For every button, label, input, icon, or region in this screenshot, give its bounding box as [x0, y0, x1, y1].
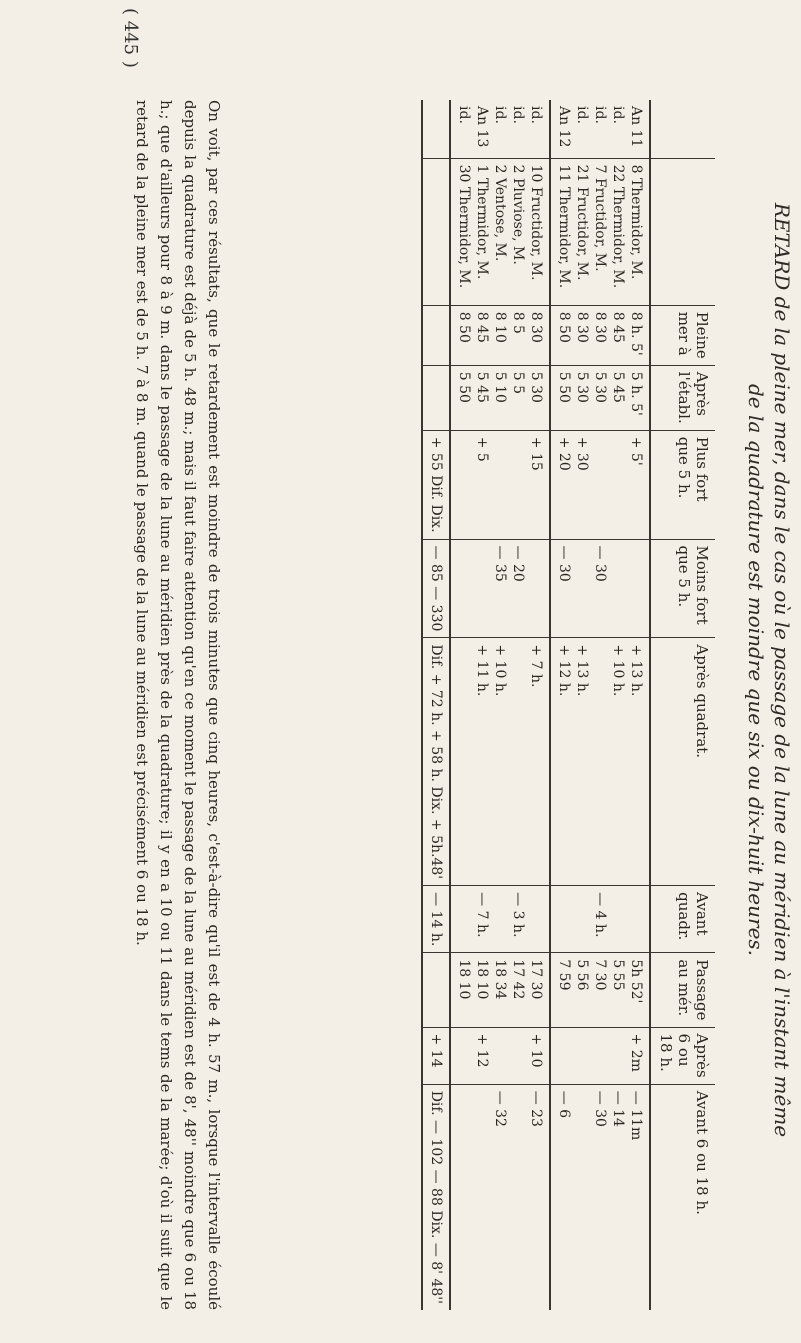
cell-value: + 30	[574, 436, 590, 471]
cell-value: + 13 h.	[574, 644, 590, 697]
cell-value	[427, 106, 445, 152]
page-title	[743, 30, 795, 1310]
table-cell	[450, 1027, 550, 1084]
column-header: Passage au mér.	[650, 953, 715, 1027]
cell-value	[509, 1091, 527, 1304]
cell-value: Dif. — 102 — 88 Dix. — 8' 48''	[428, 1090, 444, 1304]
cell-value	[591, 644, 609, 879]
cell-value: 5 45	[474, 371, 490, 403]
cell-value: 22 Thermidor, M.	[610, 164, 626, 289]
cell-value: — 14	[610, 1090, 626, 1127]
cell-value	[427, 372, 445, 424]
cell-value	[455, 546, 473, 632]
cell-value: id.	[574, 106, 590, 124]
cell-value: Dif. + 72 h. + 58 h. Dix. + 5h.48'	[428, 644, 444, 880]
column-header: Après l'établ.	[650, 365, 715, 430]
cell-value: — 23	[528, 1090, 544, 1127]
cell-value: 5 50	[456, 371, 472, 403]
cell-value	[555, 1034, 573, 1078]
table-cell	[550, 886, 650, 953]
cell-value: 5 30	[528, 371, 544, 403]
cell-value: 5 56	[574, 959, 590, 991]
cell-value: — 3 h.	[510, 892, 526, 938]
cell-value: + 12	[474, 1033, 490, 1068]
cell-value: — 85 — 330	[428, 545, 444, 632]
cell-value: — 14 h.	[428, 892, 444, 947]
cell-value	[455, 1091, 473, 1304]
cell-value: 8 5	[510, 311, 526, 334]
cell-value: 8 45	[610, 311, 626, 343]
cell-value: id.	[528, 106, 544, 124]
table-row	[422, 100, 450, 1310]
column-header	[650, 158, 715, 305]
body-paragraph: On voit, par ces résultats, que le retardement est moindre de trois minutes que cinq heures, c'est-à-dire qu'il est de 4 h. 57 m., lorsque l'intervalle écoulé depuis la quadrature est déjà de 5 h. 48 m.; mais il faut faire attention qu'en ce moment le passage de la lune au méridien est de 8', 48'' moindre que 6 ou 18 h.; que d'ailleurs pour 8 à 9 m. dans le passage de la lune au méridien près de la quadrature; il y en a 10 ou 11 dans le tems de la marée; d'où il suit que le retard de la pleine mer est de 5 h. 7 à 8 m. quand le passage de la lune au méridien est précisément 6 ou 18 h.	[133, 100, 223, 1310]
cell-value: 18 34	[492, 959, 508, 1000]
cell-value: 2 Pluviose, M.	[510, 164, 526, 265]
cell-value: 1 Thermidor, M.	[474, 164, 490, 280]
table-cell	[550, 305, 650, 365]
cell-value: 10 Fructidor, M.	[528, 164, 544, 281]
cell-value: 5 30	[592, 371, 608, 403]
cell-value	[527, 546, 545, 632]
cell-value: id.	[456, 106, 472, 124]
table-cell	[550, 638, 650, 886]
cell-value: id.	[492, 106, 508, 124]
cell-value	[527, 892, 545, 946]
cell-value	[609, 892, 627, 946]
cell-value: An 12	[556, 106, 572, 148]
cell-value: 5 5	[510, 371, 526, 395]
table-cell	[450, 305, 550, 365]
table-cell	[422, 539, 450, 638]
cell-value	[509, 437, 527, 533]
cell-value	[627, 546, 645, 632]
cell-value: 5 50	[556, 371, 572, 403]
cell-value: — 4 h.	[592, 892, 608, 938]
table-cell	[422, 638, 450, 886]
cell-value: 5 30	[574, 371, 590, 403]
cell-value: + 10 h.	[610, 644, 626, 697]
table-cell	[422, 1027, 450, 1084]
table-cell	[422, 365, 450, 430]
cell-value: 7 Fructidor, M.	[592, 164, 608, 272]
cell-value	[427, 312, 445, 359]
table-cell	[450, 430, 550, 539]
cell-value: — 20	[510, 545, 526, 582]
cell-value: + 13 h.	[628, 644, 644, 697]
table-cell	[450, 886, 550, 953]
cell-value: 18 10	[474, 959, 490, 1000]
cell-value: 8 30	[592, 311, 608, 343]
cell-value	[491, 892, 509, 946]
cell-value: An 11	[628, 106, 644, 148]
cell-value: — 35	[492, 545, 508, 582]
cell-value: 7 30	[592, 959, 608, 991]
column-header: Avant 6 ou 18 h.	[650, 1084, 715, 1310]
cell-value	[455, 1034, 473, 1078]
cell-value: id.	[610, 106, 626, 124]
table-cell	[422, 953, 450, 1027]
table-cell	[450, 1084, 550, 1310]
cell-value	[591, 437, 609, 533]
cell-value: + 20	[556, 436, 572, 471]
table-cell	[450, 539, 550, 638]
cell-value: 5 45	[610, 371, 626, 403]
cell-value: 8 45	[474, 311, 490, 343]
cell-value: 8 10	[492, 311, 508, 343]
table-header-row	[650, 100, 715, 1310]
cell-value: — 7 h.	[474, 892, 490, 938]
cell-value	[591, 1034, 609, 1078]
cell-value: 17 42	[510, 959, 526, 1000]
title-line-1: RETARD de la pleine mer, dans le cas où le passage de la lune au méridien à l'instant même	[770, 202, 794, 1138]
table-cell	[550, 365, 650, 430]
cell-value	[609, 1034, 627, 1078]
table-cell	[422, 1084, 450, 1310]
cell-value: 30 Thermidor, M.	[456, 164, 472, 289]
table-cell	[450, 365, 550, 430]
cell-value	[455, 437, 473, 533]
cell-value: + 5'	[628, 436, 644, 466]
cell-value: 5 10	[492, 371, 508, 403]
cell-value: id.	[592, 106, 608, 124]
cell-value	[573, 892, 591, 946]
cell-value: 8 30	[574, 311, 590, 343]
column-header: Pleine mer à	[650, 305, 715, 365]
table-row	[550, 100, 650, 1310]
cell-value: 7 59	[556, 959, 572, 991]
table-cell	[550, 100, 650, 158]
title-line-2: de la quadrature est moindre que six ou dix-huit heures.	[744, 383, 768, 957]
cell-value: id.	[510, 106, 526, 124]
table-cell	[422, 158, 450, 305]
table-cell	[450, 953, 550, 1027]
table-cell	[422, 430, 450, 539]
cell-value	[491, 1034, 509, 1078]
cell-value: + 7 h.	[528, 644, 544, 688]
cell-value: 8 h. 5'	[628, 311, 644, 356]
cell-value	[455, 644, 473, 879]
table-cell	[550, 539, 650, 638]
column-header: Après quadrat.	[650, 638, 715, 886]
cell-value	[627, 892, 645, 946]
cell-value: 5 55	[610, 959, 626, 991]
cell-value: + 10 h.	[492, 644, 508, 697]
cell-value: — 6	[556, 1090, 572, 1119]
page-number: ( 445 )	[120, 8, 141, 68]
cell-value: + 11 h.	[474, 644, 490, 697]
cell-value	[427, 959, 445, 1020]
cell-value: + 2m	[628, 1033, 644, 1072]
table-row	[450, 100, 550, 1310]
table-cell	[450, 638, 550, 886]
cell-value: — 32	[492, 1090, 508, 1127]
column-header: Moins fort que 5 h.	[650, 539, 715, 638]
cell-value: + 5	[474, 436, 490, 462]
tide-table	[421, 100, 715, 1310]
cell-value: + 10	[528, 1033, 544, 1068]
cell-value: 8 50	[556, 311, 572, 343]
cell-value: 11 Thermidor, M.	[556, 164, 572, 289]
cell-value	[573, 546, 591, 632]
table-cell	[422, 305, 450, 365]
cell-value	[555, 892, 573, 946]
cell-value: 2 Ventose, M.	[492, 164, 508, 262]
table-body	[422, 100, 650, 1310]
cell-value	[509, 644, 527, 879]
cell-value: — 30	[592, 1090, 608, 1127]
cell-value	[573, 1091, 591, 1304]
cell-value: + 14	[428, 1033, 444, 1068]
cell-value	[427, 165, 445, 299]
cell-value: 21 Fructidor, M.	[574, 164, 590, 281]
cell-value	[509, 1034, 527, 1078]
column-header: Avant quadr.	[650, 886, 715, 953]
cell-value: — 30	[592, 545, 608, 582]
cell-value: + 15	[528, 436, 544, 471]
cell-value: + 55 Dif. Dix.	[428, 436, 444, 533]
table-cell	[550, 1084, 650, 1310]
cell-value	[473, 1091, 491, 1304]
cell-value: An 13	[474, 106, 490, 148]
column-header: Après 6 ou 18 h.	[650, 1027, 715, 1084]
table-cell	[550, 430, 650, 539]
cell-value: + 12 h.	[556, 644, 572, 697]
cell-value	[455, 892, 473, 946]
cell-value	[491, 437, 509, 533]
cell-value: 17 30	[528, 959, 544, 1000]
cell-value	[609, 437, 627, 533]
table-cell	[550, 158, 650, 305]
cell-value: 5 h. 5'	[628, 371, 644, 416]
cell-value	[473, 546, 491, 632]
column-header: Plus fort que 5 h.	[650, 430, 715, 539]
table-cell	[450, 100, 550, 158]
table-cell	[450, 158, 550, 305]
cell-value: 8 30	[528, 311, 544, 343]
table-cell	[422, 100, 450, 158]
cell-value: 8 Thermidor, M.	[628, 164, 644, 280]
cell-value	[573, 1034, 591, 1078]
cell-value: — 11m	[628, 1090, 644, 1141]
cell-value: 18 10	[456, 959, 472, 1000]
cell-value: 5h 52'	[628, 959, 644, 1004]
table-cell	[550, 953, 650, 1027]
cell-value: 8 50	[456, 311, 472, 343]
cell-value: — 30	[556, 545, 572, 582]
table-cell	[550, 1027, 650, 1084]
column-header	[650, 100, 715, 158]
table-cell	[422, 886, 450, 953]
cell-value	[609, 546, 627, 632]
